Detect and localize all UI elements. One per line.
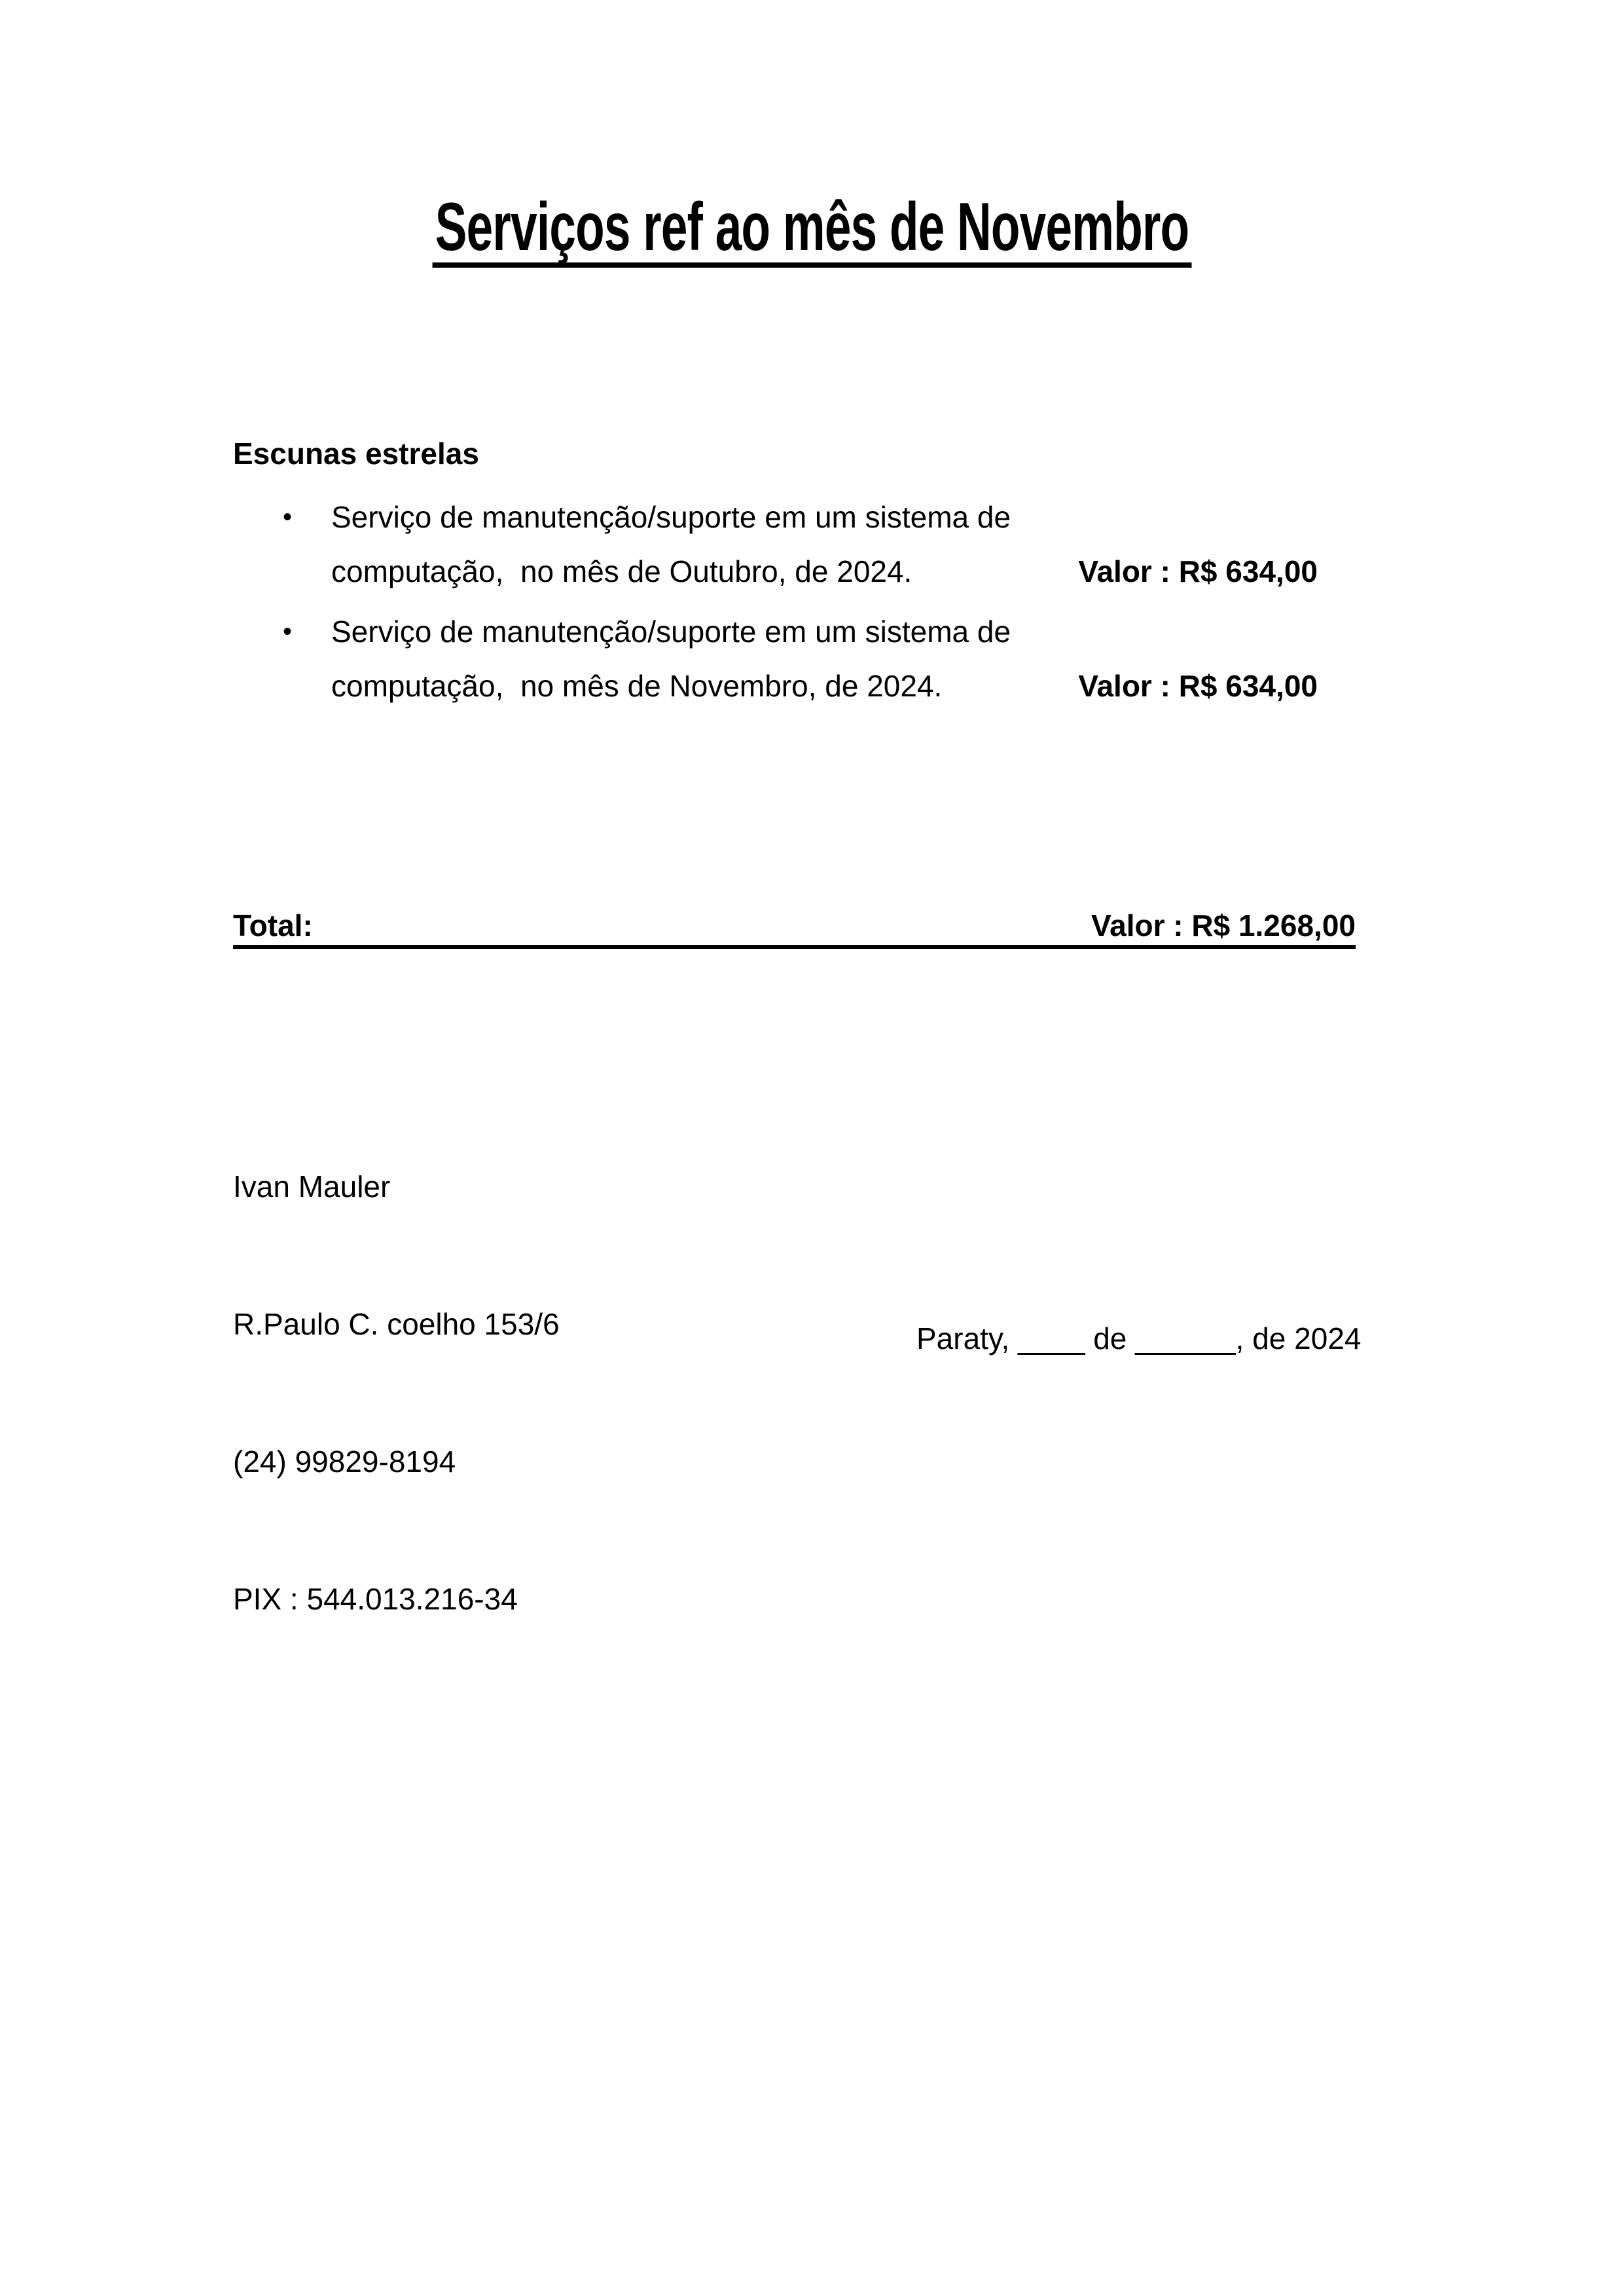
- service-description-line1: Serviço de manutenção/suporte em um sistema de: [331, 500, 1011, 534]
- contact-name: Ivan Mauler: [233, 1170, 391, 1204]
- contact-pix: PIX : 544.013.216-34: [233, 1582, 518, 1616]
- contact-phone: (24) 99829-8194: [233, 1444, 456, 1479]
- list-item-2-continuation: [331, 668, 1318, 704]
- service-description-line2: computação, no mês de Novembro, de 2024.: [331, 669, 943, 703]
- service-description-line2: computação, no mês de Outubro, de 2024.: [331, 554, 912, 588]
- bullet-icon: •: [283, 503, 293, 531]
- contact-block: [233, 1072, 560, 1713]
- service-description-line1: Serviço de manutenção/suporte em um sistema de: [331, 615, 1011, 649]
- list-item-1-continuation: [331, 553, 1318, 590]
- list-item-1: [283, 499, 1011, 535]
- total-value: Valor : R$ 1.268,00: [1091, 908, 1356, 942]
- list-item-2: [283, 613, 1011, 650]
- document-title: Serviços ref ao mês de Novembro: [432, 193, 1191, 268]
- client-name: Escunas estrelas: [233, 437, 479, 471]
- bullet-icon: •: [283, 617, 293, 646]
- total-row: [233, 910, 1356, 949]
- document-title-wrap: [0, 189, 1624, 268]
- contact-address: R.Paulo C. coelho 153/6: [233, 1307, 560, 1341]
- service-value: Valor : R$ 634,00: [1078, 669, 1318, 703]
- total-label: Total:: [233, 908, 313, 942]
- service-value: Valor : R$ 634,00: [1078, 554, 1318, 588]
- date-line: Paraty, ____ de ______, de 2024: [916, 1321, 1362, 1355]
